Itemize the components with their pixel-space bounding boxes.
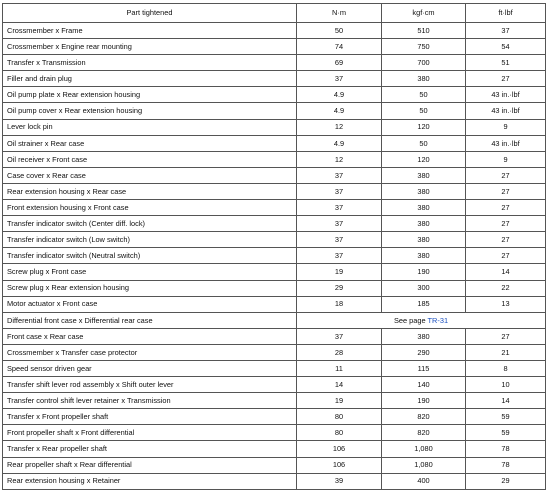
kgf-cm-value-cell: 380 bbox=[382, 167, 466, 183]
ft-lbf-value-cell: 43 in.·lbf bbox=[466, 103, 546, 119]
nm-value-cell: 4.9 bbox=[297, 103, 382, 119]
see-page-cell bbox=[297, 312, 546, 328]
ft-lbf-value-cell: 27 bbox=[466, 167, 546, 183]
part-name-cell: Lever lock pin bbox=[3, 119, 297, 135]
kgf-cm-value-cell: 300 bbox=[382, 280, 466, 296]
nm-value-cell: 106 bbox=[297, 441, 382, 457]
kgf-cm-value-cell: 750 bbox=[382, 39, 466, 55]
table-body bbox=[3, 23, 546, 490]
kgf-cm-value-cell: 380 bbox=[382, 232, 466, 248]
torque-specifications-table bbox=[2, 3, 546, 490]
part-name-cell: Transfer control shift lever retainer x Transmission bbox=[3, 393, 297, 409]
nm-value-cell: 39 bbox=[297, 473, 382, 489]
kgf-cm-value-cell: 380 bbox=[382, 248, 466, 264]
table-row bbox=[3, 71, 546, 87]
kgf-cm-value-cell: 1,080 bbox=[382, 457, 466, 473]
ft-lbf-value-cell: 9 bbox=[466, 119, 546, 135]
ft-lbf-value-cell: 78 bbox=[466, 457, 546, 473]
nm-value-cell: 74 bbox=[297, 39, 382, 55]
kgf-cm-value-cell: 1,080 bbox=[382, 441, 466, 457]
nm-value-cell: 14 bbox=[297, 377, 382, 393]
kgf-cm-value-cell: 380 bbox=[382, 183, 466, 199]
table-row bbox=[3, 167, 546, 183]
kgf-cm-value-cell: 820 bbox=[382, 425, 466, 441]
nm-value-cell: 37 bbox=[297, 167, 382, 183]
kgf-cm-value-cell: 380 bbox=[382, 328, 466, 344]
kgf-cm-value-cell: 380 bbox=[382, 216, 466, 232]
table-row bbox=[3, 377, 546, 393]
table-row bbox=[3, 248, 546, 264]
nm-value-cell: 12 bbox=[297, 119, 382, 135]
table-row bbox=[3, 409, 546, 425]
nm-value-cell: 69 bbox=[297, 55, 382, 71]
ft-lbf-value-cell: 27 bbox=[466, 183, 546, 199]
part-name-cell: Differential front case x Differential rear case bbox=[3, 312, 297, 328]
part-name-cell: Oil pump plate x Rear extension housing bbox=[3, 87, 297, 103]
ft-lbf-value-cell: 43 in.·lbf bbox=[466, 87, 546, 103]
kgf-cm-value-cell: 290 bbox=[382, 344, 466, 360]
table-row bbox=[3, 425, 546, 441]
table-row bbox=[3, 360, 546, 376]
ft-lbf-value-cell: 14 bbox=[466, 393, 546, 409]
nm-value-cell: 50 bbox=[297, 23, 382, 39]
part-name-cell: Transfer indicator switch (Center diff. lock) bbox=[3, 216, 297, 232]
part-name-cell: Front case x Rear case bbox=[3, 328, 297, 344]
table-row bbox=[3, 232, 546, 248]
nm-value-cell: 37 bbox=[297, 328, 382, 344]
part-name-cell: Transfer indicator switch (Neutral switch) bbox=[3, 248, 297, 264]
nm-value-cell: 19 bbox=[297, 264, 382, 280]
ft-lbf-value-cell: 27 bbox=[466, 200, 546, 216]
kgf-cm-value-cell: 380 bbox=[382, 200, 466, 216]
ft-lbf-value-cell: 54 bbox=[466, 39, 546, 55]
kgf-cm-value-cell: 50 bbox=[382, 87, 466, 103]
table-row bbox=[3, 328, 546, 344]
header-ft-lbf: ft·lbf bbox=[466, 4, 546, 23]
table-row bbox=[3, 393, 546, 409]
table-row bbox=[3, 55, 546, 71]
part-name-cell: Oil receiver x Front case bbox=[3, 151, 297, 167]
nm-value-cell: 19 bbox=[297, 393, 382, 409]
table-row bbox=[3, 280, 546, 296]
part-name-cell: Transfer indicator switch (Low switch) bbox=[3, 232, 297, 248]
nm-value-cell: 4.9 bbox=[297, 135, 382, 151]
table-row bbox=[3, 312, 546, 328]
ft-lbf-value-cell: 27 bbox=[466, 248, 546, 264]
table-row bbox=[3, 457, 546, 473]
ft-lbf-value-cell: 43 in.·lbf bbox=[466, 135, 546, 151]
header-nm: N·m bbox=[297, 4, 382, 23]
part-name-cell: Oil pump cover x Rear extension housing bbox=[3, 103, 297, 119]
kgf-cm-value-cell: 50 bbox=[382, 103, 466, 119]
ft-lbf-value-cell: 78 bbox=[466, 441, 546, 457]
ft-lbf-value-cell: 59 bbox=[466, 409, 546, 425]
ft-lbf-value-cell: 13 bbox=[466, 296, 546, 312]
part-name-cell: Speed sensor driven gear bbox=[3, 360, 297, 376]
table-row bbox=[3, 441, 546, 457]
table-row bbox=[3, 216, 546, 232]
table-row bbox=[3, 23, 546, 39]
header-kgf-cm: kgf·cm bbox=[382, 4, 466, 23]
kgf-cm-value-cell: 190 bbox=[382, 264, 466, 280]
nm-value-cell: 37 bbox=[297, 200, 382, 216]
ft-lbf-value-cell: 27 bbox=[466, 328, 546, 344]
table-header-row bbox=[3, 4, 546, 23]
table-row bbox=[3, 200, 546, 216]
ft-lbf-value-cell: 51 bbox=[466, 55, 546, 71]
part-name-cell: Screw plug x Front case bbox=[3, 264, 297, 280]
nm-value-cell: 18 bbox=[297, 296, 382, 312]
ft-lbf-value-cell: 59 bbox=[466, 425, 546, 441]
nm-value-cell: 11 bbox=[297, 360, 382, 376]
nm-value-cell: 28 bbox=[297, 344, 382, 360]
kgf-cm-value-cell: 115 bbox=[382, 360, 466, 376]
nm-value-cell: 37 bbox=[297, 71, 382, 87]
table-row bbox=[3, 103, 546, 119]
nm-value-cell: 12 bbox=[297, 151, 382, 167]
nm-value-cell: 80 bbox=[297, 425, 382, 441]
kgf-cm-value-cell: 510 bbox=[382, 23, 466, 39]
table-row bbox=[3, 135, 546, 151]
nm-value-cell: 106 bbox=[297, 457, 382, 473]
part-name-cell: Rear extension housing x Retainer bbox=[3, 473, 297, 489]
nm-value-cell: 37 bbox=[297, 216, 382, 232]
part-name-cell: Crossmember x Transfer case protector bbox=[3, 344, 297, 360]
table-row bbox=[3, 473, 546, 489]
kgf-cm-value-cell: 50 bbox=[382, 135, 466, 151]
kgf-cm-value-cell: 185 bbox=[382, 296, 466, 312]
part-name-cell: Transfer x Transmission bbox=[3, 55, 297, 71]
part-name-cell: Front extension housing x Front case bbox=[3, 200, 297, 216]
ft-lbf-value-cell: 27 bbox=[466, 216, 546, 232]
part-name-cell: Transfer x Rear propeller shaft bbox=[3, 441, 297, 457]
nm-value-cell: 80 bbox=[297, 409, 382, 425]
kgf-cm-value-cell: 400 bbox=[382, 473, 466, 489]
part-name-cell: Transfer x Front propeller shaft bbox=[3, 409, 297, 425]
part-name-cell: Crossmember x Frame bbox=[3, 23, 297, 39]
header-part-tightened: Part tightened bbox=[3, 4, 297, 23]
ft-lbf-value-cell: 27 bbox=[466, 232, 546, 248]
kgf-cm-value-cell: 120 bbox=[382, 119, 466, 135]
kgf-cm-value-cell: 820 bbox=[382, 409, 466, 425]
table-row bbox=[3, 264, 546, 280]
page-reference-link[interactable]: TR-31 bbox=[427, 315, 449, 325]
ft-lbf-value-cell: 21 bbox=[466, 344, 546, 360]
ft-lbf-value-cell: 29 bbox=[466, 473, 546, 489]
kgf-cm-value-cell: 380 bbox=[382, 71, 466, 87]
ft-lbf-value-cell: 22 bbox=[466, 280, 546, 296]
nm-value-cell: 37 bbox=[297, 232, 382, 248]
table-row bbox=[3, 87, 546, 103]
part-name-cell: Rear propeller shaft x Rear differential bbox=[3, 457, 297, 473]
part-name-cell: Case cover x Rear case bbox=[3, 167, 297, 183]
part-name-cell: Crossmember x Engine rear mounting bbox=[3, 39, 297, 55]
table-row bbox=[3, 296, 546, 312]
ft-lbf-value-cell: 37 bbox=[466, 23, 546, 39]
nm-value-cell: 37 bbox=[297, 183, 382, 199]
part-name-cell: Motor actuator x Front case bbox=[3, 296, 297, 312]
ft-lbf-value-cell: 9 bbox=[466, 151, 546, 167]
ft-lbf-value-cell: 27 bbox=[466, 71, 546, 87]
part-name-cell: Rear extension housing x Rear case bbox=[3, 183, 297, 199]
part-name-cell: Oil strainer x Rear case bbox=[3, 135, 297, 151]
part-name-cell: Filler and drain plug bbox=[3, 71, 297, 87]
kgf-cm-value-cell: 190 bbox=[382, 393, 466, 409]
see-page-label: See page bbox=[393, 315, 428, 325]
ft-lbf-value-cell: 8 bbox=[466, 360, 546, 376]
table-row bbox=[3, 119, 546, 135]
table-row bbox=[3, 151, 546, 167]
part-name-cell: Screw plug x Rear extension housing bbox=[3, 280, 297, 296]
kgf-cm-value-cell: 120 bbox=[382, 151, 466, 167]
nm-value-cell: 4.9 bbox=[297, 87, 382, 103]
table-row bbox=[3, 39, 546, 55]
table-row bbox=[3, 183, 546, 199]
kgf-cm-value-cell: 140 bbox=[382, 377, 466, 393]
table-row bbox=[3, 344, 546, 360]
part-name-cell: Transfer shift lever rod assembly x Shift outer lever bbox=[3, 377, 297, 393]
nm-value-cell: 29 bbox=[297, 280, 382, 296]
part-name-cell: Front propeller shaft x Front differential bbox=[3, 425, 297, 441]
kgf-cm-value-cell: 700 bbox=[382, 55, 466, 71]
ft-lbf-value-cell: 14 bbox=[466, 264, 546, 280]
ft-lbf-value-cell: 10 bbox=[466, 377, 546, 393]
nm-value-cell: 37 bbox=[297, 248, 382, 264]
